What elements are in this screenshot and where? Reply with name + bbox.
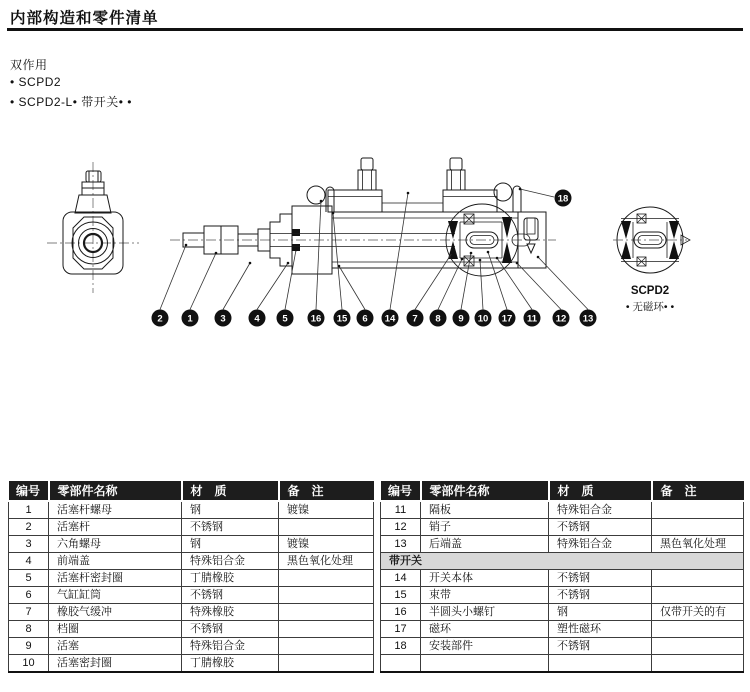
cell-part-name: 活塞密封圈 [49,655,182,673]
cell-material: 不锈钢 [549,519,652,536]
cell-material: 丁腈橡胶 [182,655,279,673]
leader-line [517,263,561,310]
callout-number: 13 [582,313,594,325]
leader-line [285,250,296,310]
parts-table-right [380,481,744,673]
table-row [9,638,374,655]
cell-remark [652,621,744,638]
table-header-row [381,481,744,501]
cell-material: 特殊铝合金 [549,501,652,519]
callout-number: 6 [362,313,368,325]
cell-remark: 镀镍 [279,536,374,553]
leader-dot [332,212,335,215]
cell-material: 特殊铝合金 [182,638,279,655]
cell-material [549,655,652,673]
leader-dot [215,252,218,255]
cell-part-name: 隔板 [421,501,549,519]
cell-part-name: 前端盖 [49,553,182,570]
table-row [9,553,374,570]
cell-material: 钢 [549,604,652,621]
cell-material: 不锈钢 [182,587,279,604]
column-header: 编号 [381,481,421,501]
model-bullet-1: • SCPD2 [10,75,62,89]
callout-number: 7 [412,313,418,325]
cell-material: 塑性磁环 [549,621,652,638]
cell-part-name: 活塞 [49,638,182,655]
cell-remark [652,638,744,655]
detail-view-label: SCPD2 [630,285,670,297]
table-row [9,519,374,536]
callout-number: 17 [501,313,513,325]
cell-remark [279,570,374,587]
leader-dot [516,262,519,265]
leader-dot [487,251,490,254]
leader-dot [185,244,188,247]
column-header: 备 注 [652,481,744,501]
column-header: 备 注 [279,481,374,501]
table-row [381,570,744,587]
leader-line [497,258,532,310]
cell-remark [279,519,374,536]
callout-number: 15 [336,313,348,325]
cell-remark: 仅带开关的有 [652,604,744,621]
leader-line [390,193,408,310]
leader-dot [407,192,410,195]
cell-part-name: 安装部件 [421,638,549,655]
column-header: 材 质 [549,481,652,501]
cell-number [381,655,421,673]
cell-material: 不锈钢 [549,587,652,604]
column-header: 材 质 [182,481,279,501]
page-title: 内部构造和零件清单 [10,10,159,27]
leader-dot [496,257,499,260]
cell-number: 5 [9,570,49,587]
cell-material: 钢 [182,501,279,519]
callout-number: 12 [555,313,567,325]
cell-part-name: 开关本体 [421,570,549,587]
callout-number: 16 [310,313,322,325]
cell-part-name: 六角螺母 [49,536,182,553]
callout-number: 3 [220,313,226,325]
cell-material: 特殊橡胶 [182,604,279,621]
cell-remark: 镀镍 [279,501,374,519]
callout-balloons [152,188,597,327]
leader-dot [287,262,290,265]
callout-number: 11 [526,313,538,325]
cell-remark [279,587,374,604]
leader-line [339,266,365,310]
detail-view [613,207,690,313]
cell-remark [652,655,744,673]
table-row [381,536,744,553]
leader-dot [451,252,454,255]
leader-line [438,259,462,310]
table-row [9,501,374,519]
cell-part-name: 气缸缸筒 [49,587,182,604]
column-header: 零部件名称 [49,481,182,501]
table-row [381,519,744,536]
cell-number: 11 [381,501,421,519]
cell-remark [279,655,374,673]
column-header: 编号 [9,481,49,501]
cell-number: 17 [381,621,421,638]
cell-material: 特殊铝合金 [182,553,279,570]
leader-line [520,189,554,197]
leader-dot [470,252,473,255]
cell-number: 15 [381,587,421,604]
cell-number: 18 [381,638,421,655]
cell-number: 4 [9,553,49,570]
column-header: 零部件名称 [421,481,549,501]
leader-line [461,253,471,310]
table-row [381,638,744,655]
cell-part-name: 活塞杆密封圈 [49,570,182,587]
cell-material: 特殊铝合金 [549,536,652,553]
cell-material: 不锈钢 [549,638,652,655]
callout-number: 14 [384,313,396,325]
section-label: 带开关 [381,553,744,570]
cell-remark [652,501,744,519]
callout-number: 8 [435,313,441,325]
cell-remark [652,587,744,604]
cell-number: 14 [381,570,421,587]
callout-number: 1 [187,313,193,325]
leader-dot [537,256,540,259]
cell-remark [279,604,374,621]
leader-line [415,253,452,310]
cell-remark [279,621,374,638]
cell-remark [652,519,744,536]
cell-material: 不锈钢 [549,570,652,587]
callout-number: 18 [557,193,569,205]
leader-line [480,260,483,310]
table-row [381,604,744,621]
cell-part-name: 活塞杆 [49,519,182,536]
leader-line [223,263,250,310]
callout-number: 5 [282,313,288,325]
leader-dot [295,249,298,252]
leader-line [257,263,288,310]
cell-remark [279,638,374,655]
leader-dot [338,265,341,268]
cell-part-name: 活塞杆螺母 [49,501,182,519]
leader-line [316,201,321,310]
leader-line [190,253,216,310]
cell-material: 不锈钢 [182,621,279,638]
table-row [9,604,374,621]
table-row [9,570,374,587]
callout-number: 9 [458,313,464,325]
table-row [9,655,374,673]
cell-number: 8 [9,621,49,638]
table-header-row [9,481,374,501]
cell-part-name: 橡胶气缓冲 [49,604,182,621]
cell-number: 1 [9,501,49,519]
cell-number: 13 [381,536,421,553]
cell-number: 10 [9,655,49,673]
parts-tables [8,481,742,673]
table-row [381,621,744,638]
cell-number: 16 [381,604,421,621]
cell-number: 3 [9,536,49,553]
cell-part-name: 半圆头小螺钉 [421,604,549,621]
leader-dot [479,259,482,262]
front-view [47,162,139,293]
cell-number: 2 [9,519,49,536]
leader-dot [320,200,323,203]
leader-line [333,213,342,310]
table-row [9,587,374,604]
cell-number: 6 [9,587,49,604]
cell-number: 9 [9,638,49,655]
cell-material: 丁腈橡胶 [182,570,279,587]
parts-table-left [8,481,374,673]
table-row [9,536,374,553]
callout-number: 4 [254,313,260,325]
callout-number: 10 [477,313,489,325]
model-bullet-2: • SCPD2-L• 带开关• • [10,95,132,109]
cell-number: 7 [9,604,49,621]
cell-material: 钢 [182,536,279,553]
cell-number: 12 [381,519,421,536]
cell-remark: 黑色氧化处理 [279,553,374,570]
table-row [381,587,744,604]
callout-number: 2 [157,313,163,325]
cell-part-name: 档圈 [49,621,182,638]
leader-dot [461,258,464,261]
acting-type-label: 双作用 [10,58,48,72]
section-row-with-switch [381,553,744,570]
cell-remark: 黑色氧化处理 [652,536,744,553]
table-row [9,621,374,638]
cell-part-name: 束带 [421,587,549,604]
leader-dot [249,262,252,265]
detail-view-sublabel: • 无磁环• • [625,301,675,313]
cell-part-name [421,655,549,673]
cell-remark [652,570,744,587]
cell-part-name: 磁环 [421,621,549,638]
table-row [381,655,744,673]
leader-dot [519,188,522,191]
leader-line [160,245,186,310]
cell-material: 不锈钢 [182,519,279,536]
cell-part-name: 销子 [421,519,549,536]
leader-line [538,257,588,310]
cell-part-name: 后端盖 [421,536,549,553]
table-row [381,501,744,519]
